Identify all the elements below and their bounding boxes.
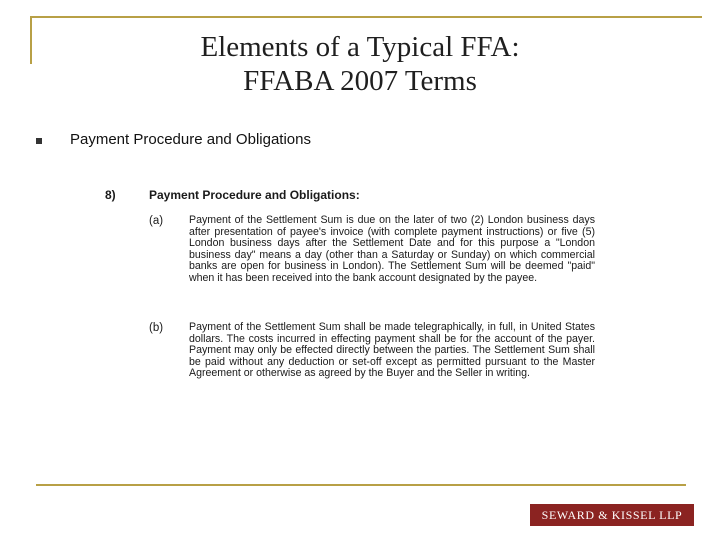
left-border-line	[30, 16, 32, 64]
slide-title	[40, 30, 680, 98]
slide-title-line-2: FFABA 2007 Terms	[243, 65, 477, 97]
square-bullet-icon	[36, 138, 42, 144]
paragraph-a-text: Payment of the Settlement Sum is due on the later of two (2) London business days after presentation of payee's invoice (with complete payment instructions) or five (5) London business days after the Settlement Date and for this purpose a "London business day" means a day (other than a Saturday or Sunday) on which commercial banks are open for business in London). The Settlement Sum will be deemed "paid" when it has been received into the bank account designated by the payee.	[189, 214, 595, 284]
bullet-text: Payment Procedure and Obligations	[70, 131, 311, 148]
clause-heading: Payment Procedure and Obligations:	[149, 188, 360, 202]
paragraph-b-label: (b)	[149, 322, 164, 334]
clause-number: 8)	[105, 188, 116, 202]
slide-title-line-1: Elements of a Typical FFA:	[200, 31, 520, 63]
bottom-border-line	[36, 484, 686, 486]
paragraph-a-label: (a)	[149, 215, 164, 227]
paragraph-b-text: Payment of the Settlement Sum shall be made telegraphically, in full, in United States dollars. The costs incurred in effecting payment shall be for the account of the payer. Payment may only be effected directly between the parties. The Settlement Sum shall be paid without any deduction or set-off except as permitted pursuant to the Master Agreement or otherwise as agreed by the Buyer and the Seller in writing.	[189, 321, 595, 380]
firm-logo: SEWARD & KISSEL LLP	[530, 504, 694, 526]
top-border-line	[30, 16, 702, 18]
